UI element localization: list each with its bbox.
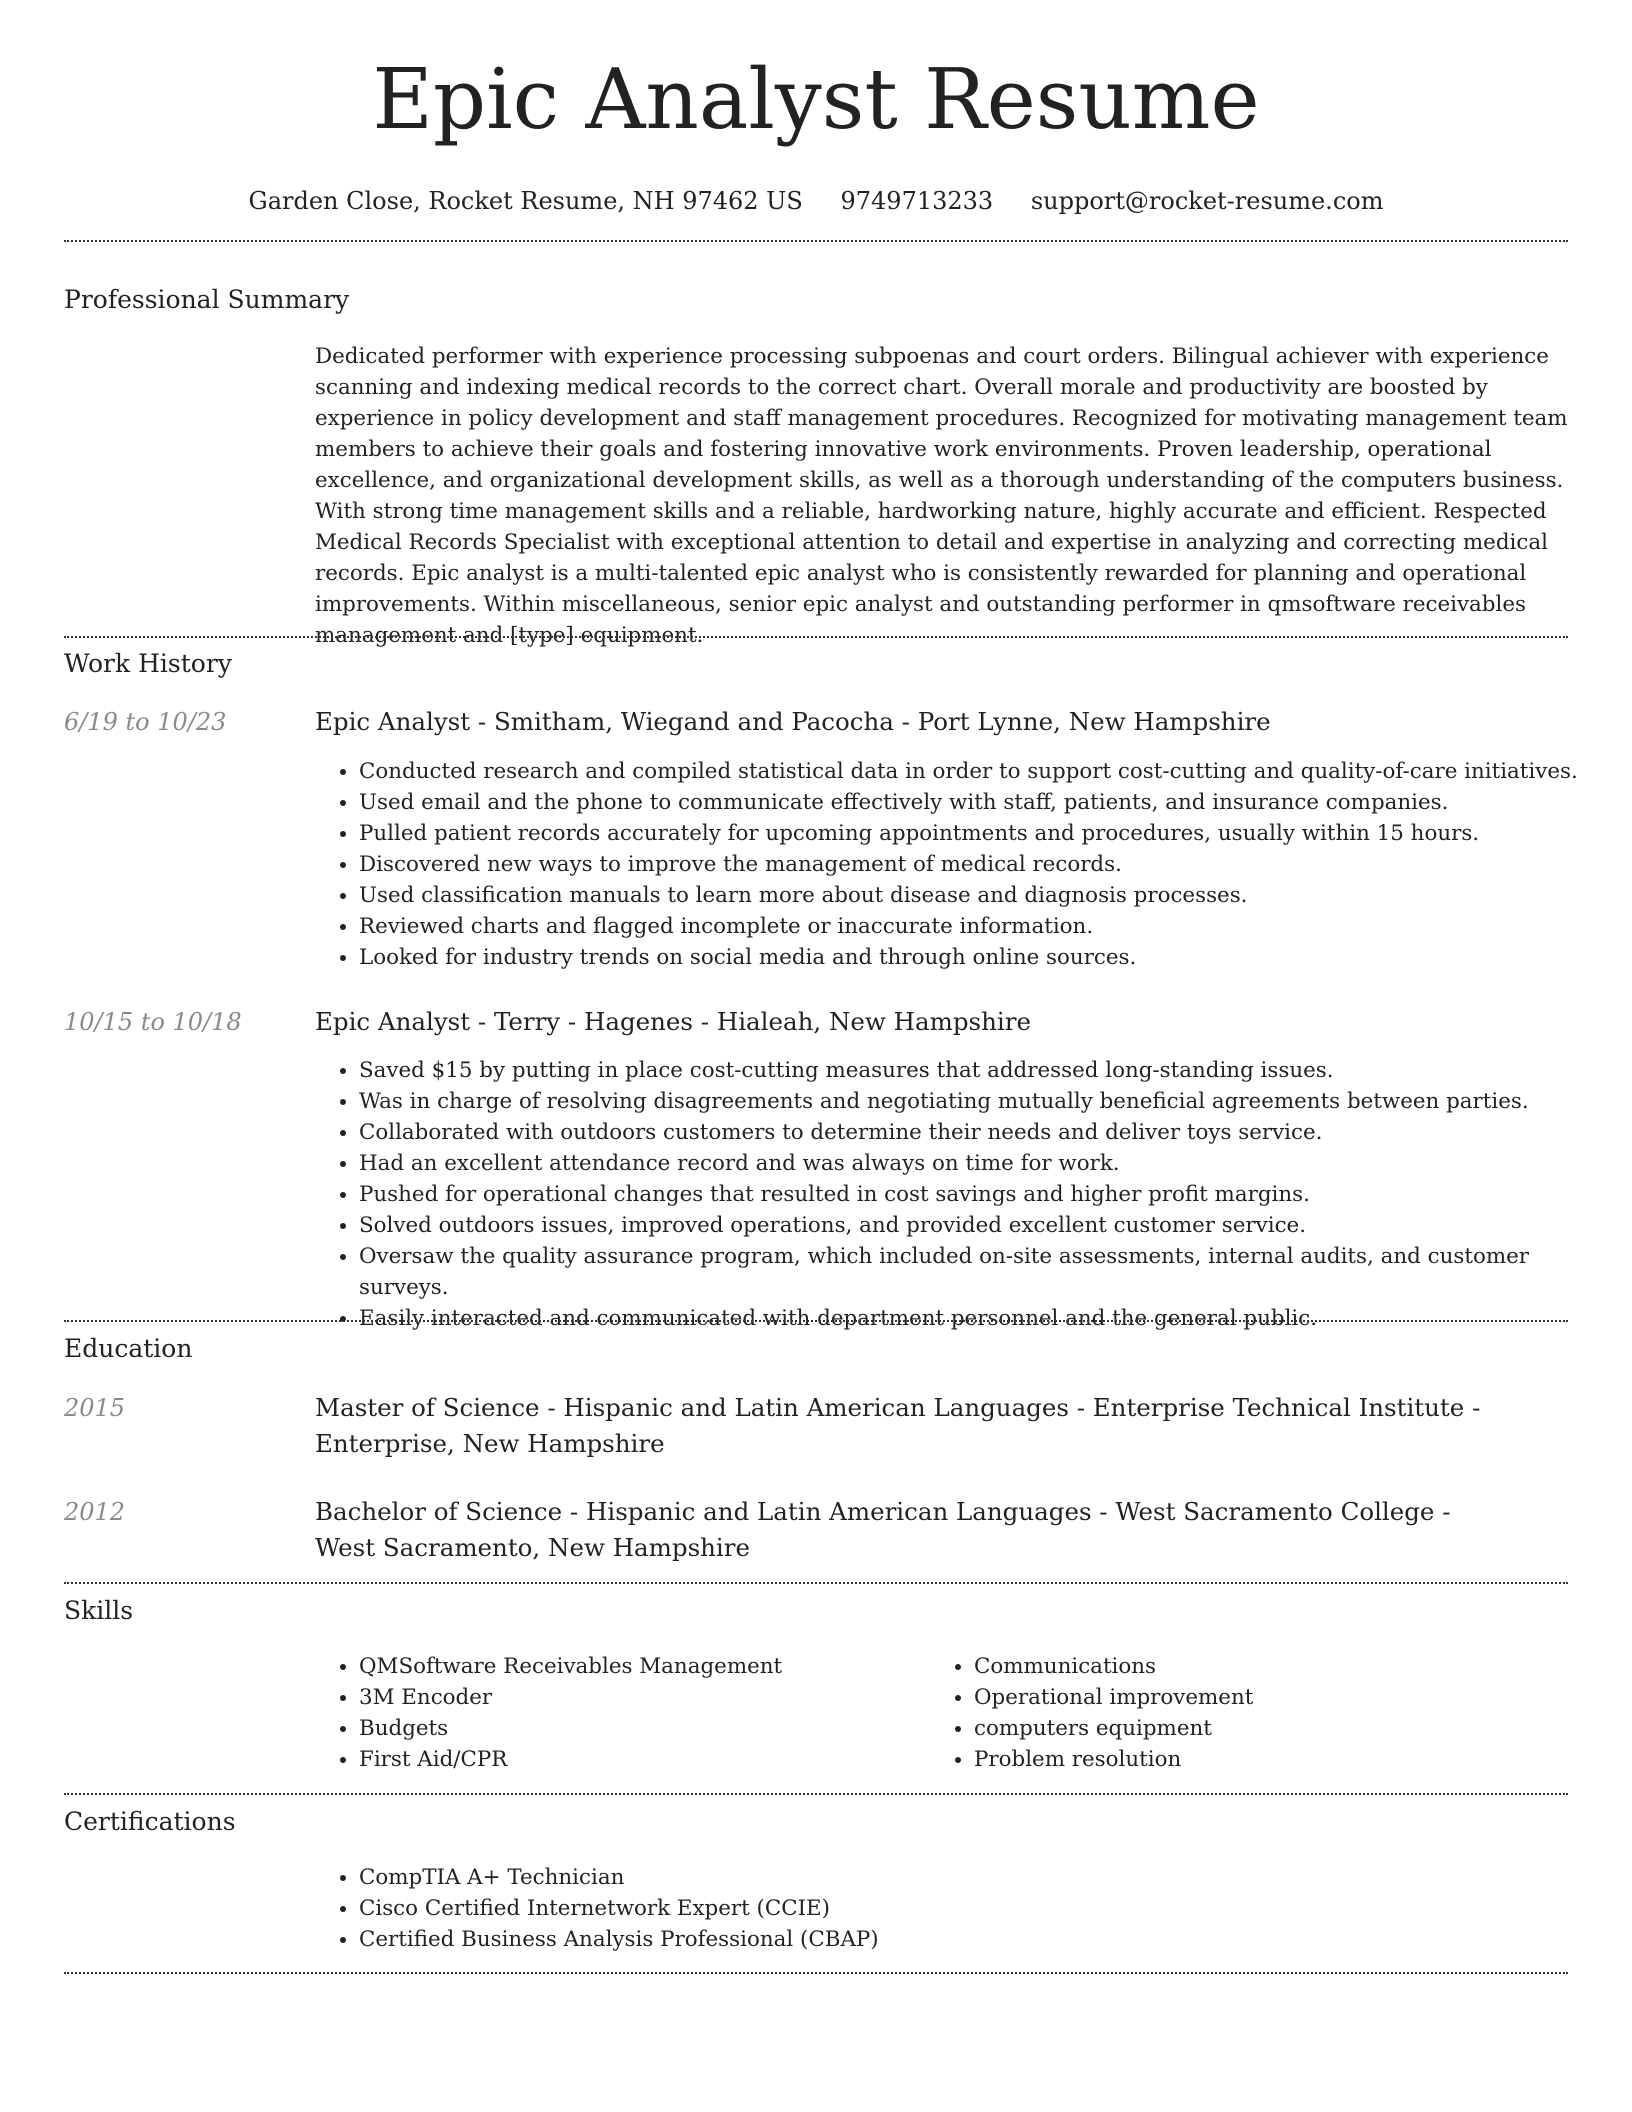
list-item: • Was in charge of resolving disagreements and negotiating mutually beneficial agreements between parties. <box>359 1086 1609 1117</box>
skills-list-left <box>315 1651 919 1775</box>
list-item: • Budgets <box>359 1713 919 1744</box>
education-year: 2015 <box>64 1394 126 1422</box>
education-title: Master of Science - Hispanic and Latin American Languages - Enterprise Technical Institute - Enterprise, New Hampshire <box>315 1393 1481 1458</box>
skills-list-right <box>930 1651 1534 1775</box>
job-dates: 6/19 to 10/23 <box>64 708 227 736</box>
list-item: • Reviewed charts and flagged incomplete or inaccurate information. <box>359 911 1609 942</box>
list-item: • Oversaw the quality assurance program, which included on-site assessments, internal audits, and customer surveys. <box>359 1241 1609 1303</box>
job-title: Epic Analyst - Terry - Hagenes - Hialeah, New Hampshire <box>315 1007 1031 1036</box>
education-year: 2012 <box>64 1498 126 1526</box>
list-item: • Used classification manuals to learn more about disease and diagnosis processes. <box>359 880 1609 911</box>
list-item: • Certified Business Analysis Professional (CBAP) <box>359 1924 1609 1955</box>
list-item: • Pulled patient records accurately for upcoming appointments and procedures, usually within 15 hours. <box>359 818 1609 849</box>
divider <box>64 1320 1568 1322</box>
list-item: • QMSoftware Receivables Management <box>359 1651 919 1682</box>
list-item: • Cisco Certified Internetwork Expert (CCIE) <box>359 1893 1609 1924</box>
job-dates: 10/15 to 10/18 <box>64 1008 242 1036</box>
list-item: • 3M Encoder <box>359 1682 919 1713</box>
list-item: • Easily interacted and communicated with department personnel and the general public. <box>359 1303 1609 1334</box>
list-item: • Solved outdoors issues, improved operations, and provided excellent customer service. <box>359 1210 1609 1241</box>
list-item: • Conducted research and compiled statistical data in order to support cost-cutting and quality-of-care initiatives. <box>359 756 1609 787</box>
section-heading-certifications: Certifications <box>64 1807 236 1836</box>
job-title: Epic Analyst - Smitham, Wiegand and Pacocha - Port Lynne, New Hampshire <box>315 707 1271 736</box>
contact-phone: 9749713233 <box>840 187 994 215</box>
list-item: • Had an excellent attendance record and was always on time for work. <box>359 1148 1609 1179</box>
contact-line <box>0 186 1632 216</box>
list-item: • Collaborated with outdoors customers to determine their needs and deliver toys service. <box>359 1117 1609 1148</box>
list-item: • Looked for industry trends on social media and through online sources. <box>359 942 1609 973</box>
list-item: • Discovered new ways to improve the management of medical records. <box>359 849 1609 880</box>
section-heading-skills: Skills <box>64 1596 134 1625</box>
list-item: • Operational improvement <box>974 1682 1534 1713</box>
summary-text: Dedicated performer with experience processing subpoenas and court orders. Bilingual achiever with experience scanning and indexing medical records to the correct chart. Overall morale and productivity are boosted by experience in policy development and staff management procedures. Recognized for motivating management team members to achieve their goals and fostering innovative work environments. Proven leadership, operational excellence, and organizational development skills, as well as a thorough understanding of the computers business. With strong time management skills and a reliable, hardworking nature, highly accurate and efficient. Respected Medical Records Specialist with exceptional attention to detail and expertise in analyzing and correcting medical records. Epic analyst is a multi-talented epic analyst who is consistently rewarded for planning and operational improvements. Within miscellaneous, senior epic analyst and outstanding performer in qmsoftware receivables management and [type] equipment. <box>315 344 1568 648</box>
list-item: • First Aid/CPR <box>359 1744 919 1775</box>
education-title: Bachelor of Science - Hispanic and Latin American Languages - West Sacramento College - West Sacramento, New Hampshire <box>315 1497 1451 1562</box>
list-item: • Problem resolution <box>974 1744 1534 1775</box>
list-item: • CompTIA A+ Technician <box>359 1862 1609 1893</box>
divider <box>64 1972 1568 1974</box>
list-item: • Saved $15 by putting in place cost-cutting measures that addressed long-standing issues. <box>359 1055 1609 1086</box>
section-heading-education: Education <box>64 1334 193 1363</box>
resume-title: Epic Analyst Resume <box>372 51 1260 148</box>
job-bullet-list <box>315 1055 1609 1334</box>
list-item: • Communications <box>974 1651 1534 1682</box>
divider <box>64 240 1568 242</box>
contact-email: support@rocket-resume.com <box>1030 187 1384 215</box>
section-heading-work: Work History <box>64 649 232 678</box>
list-item: • Pushed for operational changes that resulted in cost savings and higher profit margins. <box>359 1179 1609 1210</box>
divider <box>64 1582 1568 1584</box>
divider <box>64 1793 1568 1795</box>
job-bullet-list <box>315 756 1609 973</box>
section-heading-summary: Professional Summary <box>64 285 350 314</box>
divider <box>64 636 1568 638</box>
list-item: • Used email and the phone to communicate effectively with staff, patients, and insurance companies. <box>359 787 1609 818</box>
certifications-list <box>315 1862 1609 1955</box>
contact-address: Garden Close, Rocket Resume, NH 97462 US <box>248 187 803 215</box>
list-item: • computers equipment <box>974 1713 1534 1744</box>
